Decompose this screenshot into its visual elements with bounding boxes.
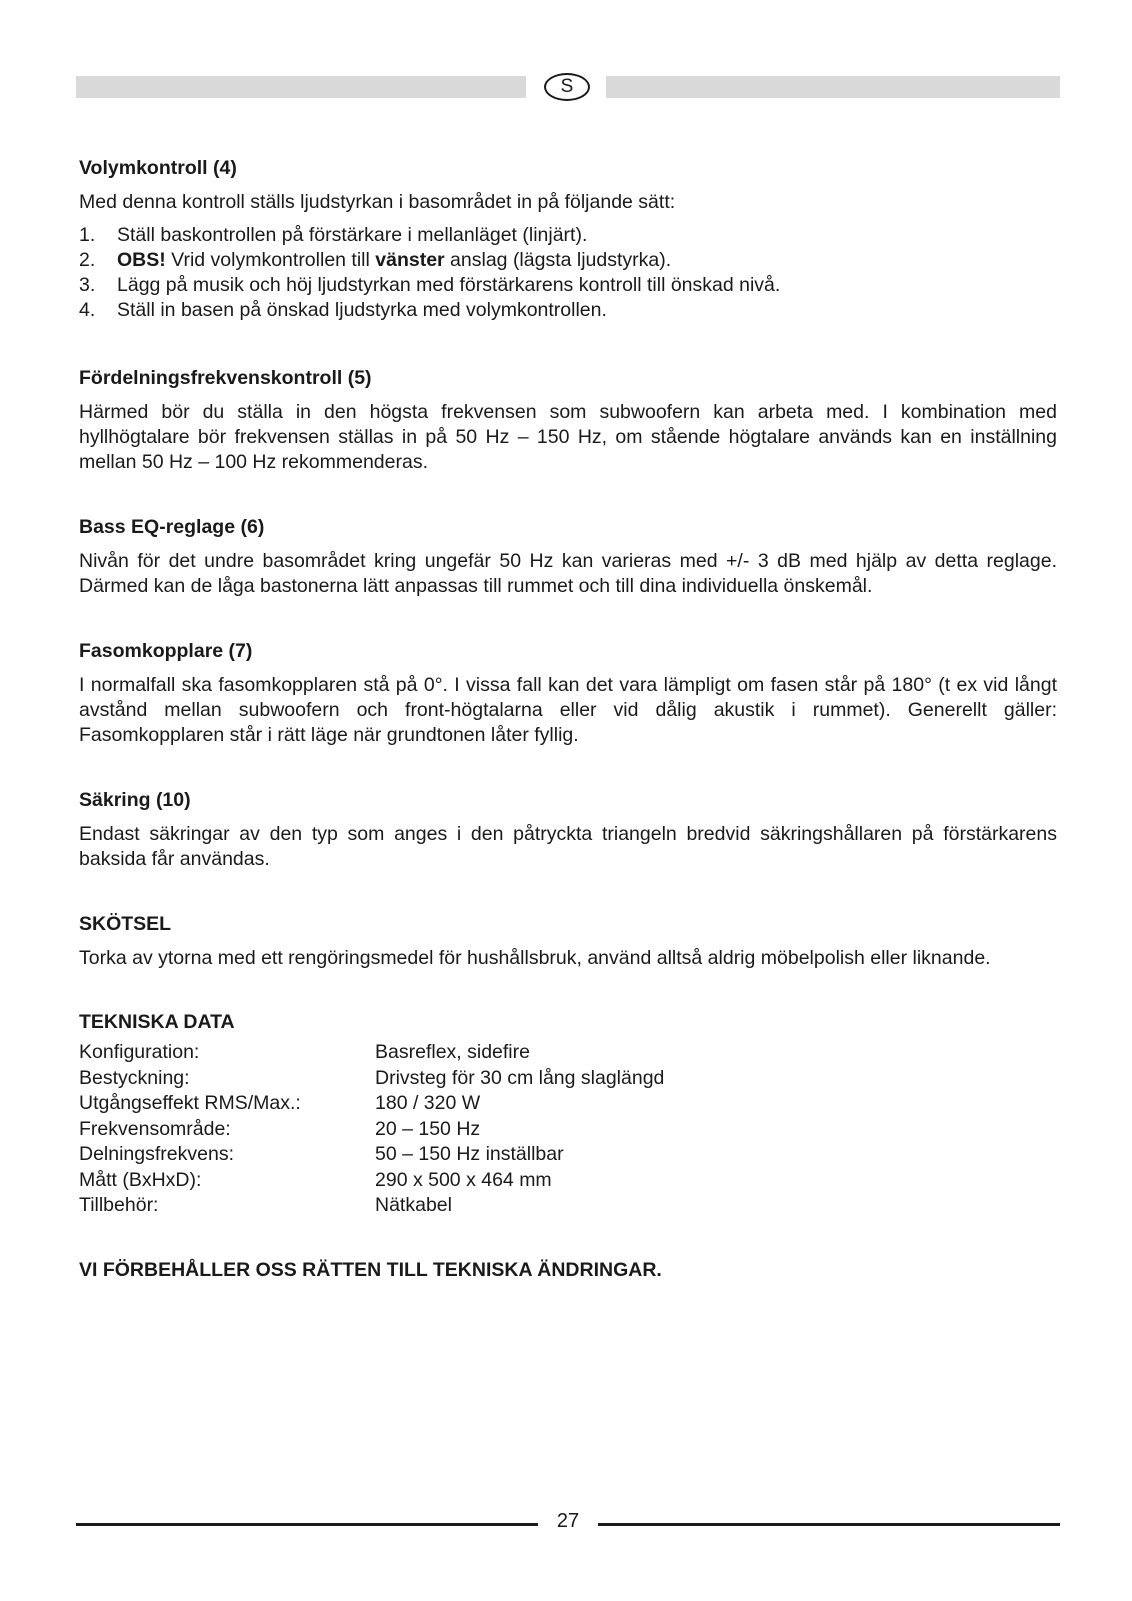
section-bass-eq [79, 514, 1057, 599]
spec-label: Frekvensområde: [79, 1117, 231, 1140]
list-text: Lägg på musik och höj ljudstyrkan med förstärkarens kontroll till önskad nivå. [117, 274, 781, 296]
bold-note: OBS! [117, 249, 166, 271]
spec-value: Nätkabel [375, 1194, 452, 1216]
section-intro: Med denna kontroll ställs ljudstyrkan i basområdet in på följande sätt: [79, 191, 676, 213]
spec-label: Bestyckning: [79, 1066, 190, 1089]
disclaimer: VI FÖRBEHÅLLER OSS RÄTTEN TILL TEKNISKA ÄNDRINGAR. [79, 1258, 662, 1281]
spec-table [79, 1040, 664, 1219]
spec-value: 50 – 150 Hz inställbar [375, 1143, 564, 1165]
footer-rule-left [76, 1523, 538, 1526]
list-text [117, 248, 671, 273]
section-body: I normalfall ska fasomkopplaren stå på 0°. I vissa fall kan det vara lämpligt om fasen står på 180° (t ex vid långt avstånd mellan subwoofern och front-högtalarna eller vid dålig akustik i rummet). Generellt gäller: Fasomkopplaren står i rätt läge när grundtonen låter fyllig. [79, 674, 1057, 746]
list-number: 4. [79, 299, 96, 321]
page-content [79, 155, 1057, 1292]
footer-rule-right [598, 1523, 1060, 1526]
spec-value: 20 – 150 Hz [375, 1117, 481, 1140]
section-heading: Bass EQ-reglage (6) [79, 516, 265, 538]
section-body: Endast säkringar av den typ som anges i den påtryckta triangeln bredvid säkringshållaren på förstärkarens baksida får användas. [79, 823, 1057, 870]
spec-label: Tillbehör: [79, 1194, 159, 1216]
bold-direction: vänster [375, 249, 445, 271]
list-item [79, 248, 1057, 273]
section-heading: SKÖTSEL [79, 913, 172, 935]
section-heading: Fördelningsfrekvenskontroll (5) [79, 367, 372, 389]
spec-label: Utgångseffekt RMS/Max.: [79, 1092, 301, 1114]
section-heading: Fasomkopplare (7) [79, 640, 253, 662]
section-heading: TEKNISKA DATA [79, 1011, 235, 1033]
table-row [79, 1066, 664, 1092]
table-row [79, 1193, 664, 1219]
list-item [79, 223, 1057, 248]
section-fordelningsfrekvenskontroll [79, 365, 1057, 475]
list-number: 2. [79, 249, 96, 271]
section-heading: Säkring (10) [79, 789, 191, 811]
spec-label: Delningsfrekvens: [79, 1143, 234, 1165]
language-badge: S [544, 73, 590, 101]
spec-value: 290 x 500 x 464 mm [375, 1168, 552, 1191]
list-item [79, 273, 1057, 298]
section-heading: Volymkontroll (4) [79, 157, 237, 179]
section-body: Torka av ytorna med ett rengöringsmedel för hushållsbruk, använd alltså aldrig möbelpolish eller liknande. [79, 947, 991, 969]
page-number: 27 [556, 1510, 580, 1532]
list-number: 3. [79, 274, 96, 296]
spec-value: Basreflex, sidefire [375, 1041, 530, 1063]
list-text-part: Vrid volymkontrollen till [165, 249, 376, 271]
section-body: Nivån för det undre basområdet kring ungefär 50 Hz kan varieras med +/- 3 dB med hjälp av detta reglage. Därmed kan de låga bastonerna lätt anpassas till rummet och till dina individuella önskemål. [79, 550, 1057, 597]
table-row [79, 1117, 664, 1143]
section-body: Härmed bör du ställa in den högsta frekvensen som subwoofern kan arbeta med. I kombination med hyllhögtalare bör frekvensen ställas in på 50 Hz – 150 Hz, om stående högtalare används kan en inställning mellan 50 Hz – 100 Hz rekommenderas. [79, 401, 1057, 473]
list-text: Ställ in basen på önskad ljudstyrka med volymkontrollen. [117, 299, 607, 321]
spec-value: 180 / 320 W [375, 1092, 481, 1114]
spec-label: Mått (BxHxD): [79, 1168, 202, 1191]
spec-label: Konfiguration: [79, 1041, 200, 1063]
spec-value: Drivsteg för 30 cm lång slaglängd [375, 1066, 665, 1089]
table-row [79, 1142, 664, 1168]
table-row [79, 1040, 664, 1066]
list-text-part: anslag (lägsta ljudstyrka). [444, 249, 672, 271]
section-tekniska-data [79, 1009, 1057, 1219]
table-row [79, 1091, 664, 1117]
section-volymkontroll [79, 155, 1057, 323]
list-text: Ställ baskontrollen på förstärkare i mellanläget (linjärt). [117, 224, 588, 246]
section-skotsel [79, 911, 1057, 971]
steps-list [79, 223, 1057, 323]
section-sakring [79, 787, 1057, 872]
section-fasomkopplare [79, 638, 1057, 748]
list-item [79, 298, 1057, 323]
list-number: 1. [79, 224, 96, 246]
table-row [79, 1168, 664, 1194]
